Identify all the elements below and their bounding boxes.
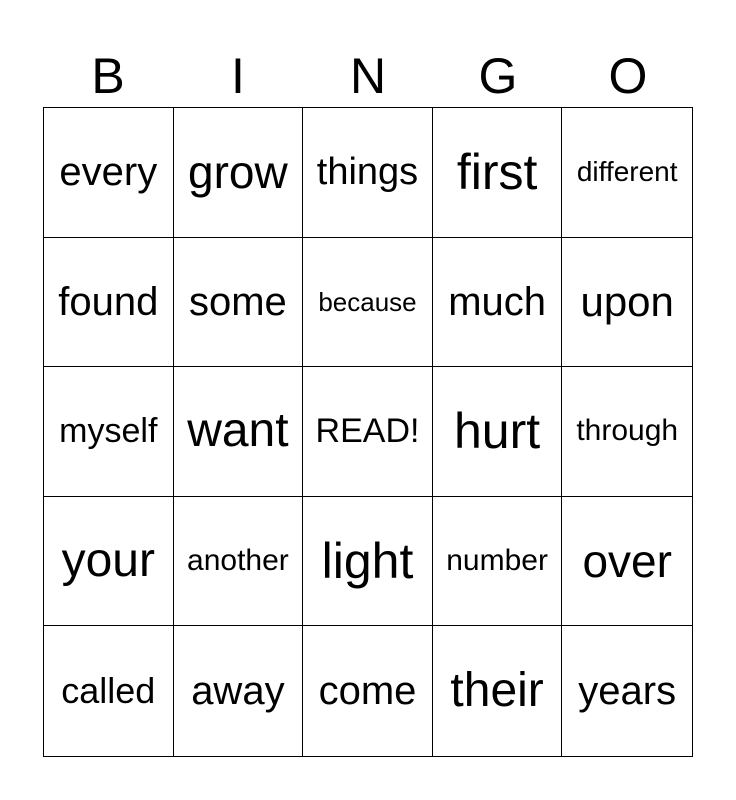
bingo-cell: grow: [174, 108, 304, 238]
bingo-cell: things: [303, 108, 433, 238]
bingo-cell: READ!: [303, 367, 433, 497]
bingo-header: [43, 44, 693, 108]
bingo-cell: much: [433, 238, 563, 368]
bingo-cell: upon: [562, 238, 692, 368]
bingo-cell: myself: [44, 367, 174, 497]
bingo-board: [43, 107, 693, 757]
header-letter-b: B: [91, 48, 125, 104]
bingo-cell: come: [303, 626, 433, 756]
bingo-cell: different: [562, 108, 692, 238]
bingo-cell: years: [578, 669, 677, 714]
header-letter-g: G: [478, 48, 518, 104]
header-letter-i: I: [231, 48, 245, 104]
bingo-cell: over: [562, 497, 692, 627]
bingo-cell: some: [174, 238, 304, 368]
bingo-cell: called: [44, 626, 174, 756]
bingo-cell: another: [174, 497, 304, 627]
bingo-cell: light: [303, 497, 433, 627]
bingo-cell: want: [174, 367, 304, 497]
bingo-cell: first: [433, 108, 563, 238]
bingo-cell: every: [44, 108, 174, 238]
bingo-cell: found: [44, 238, 174, 368]
bingo-cell: their: [433, 626, 563, 756]
bingo-cell: away: [174, 626, 304, 756]
header-letter-o: O: [608, 48, 648, 104]
bingo-cell: number: [433, 497, 563, 627]
bingo-cell: because: [303, 238, 433, 368]
header-letter-n: N: [349, 48, 387, 104]
bingo-cell: your: [44, 497, 174, 627]
bingo-cell: through: [562, 367, 692, 497]
bingo-cell: hurt: [433, 367, 563, 497]
